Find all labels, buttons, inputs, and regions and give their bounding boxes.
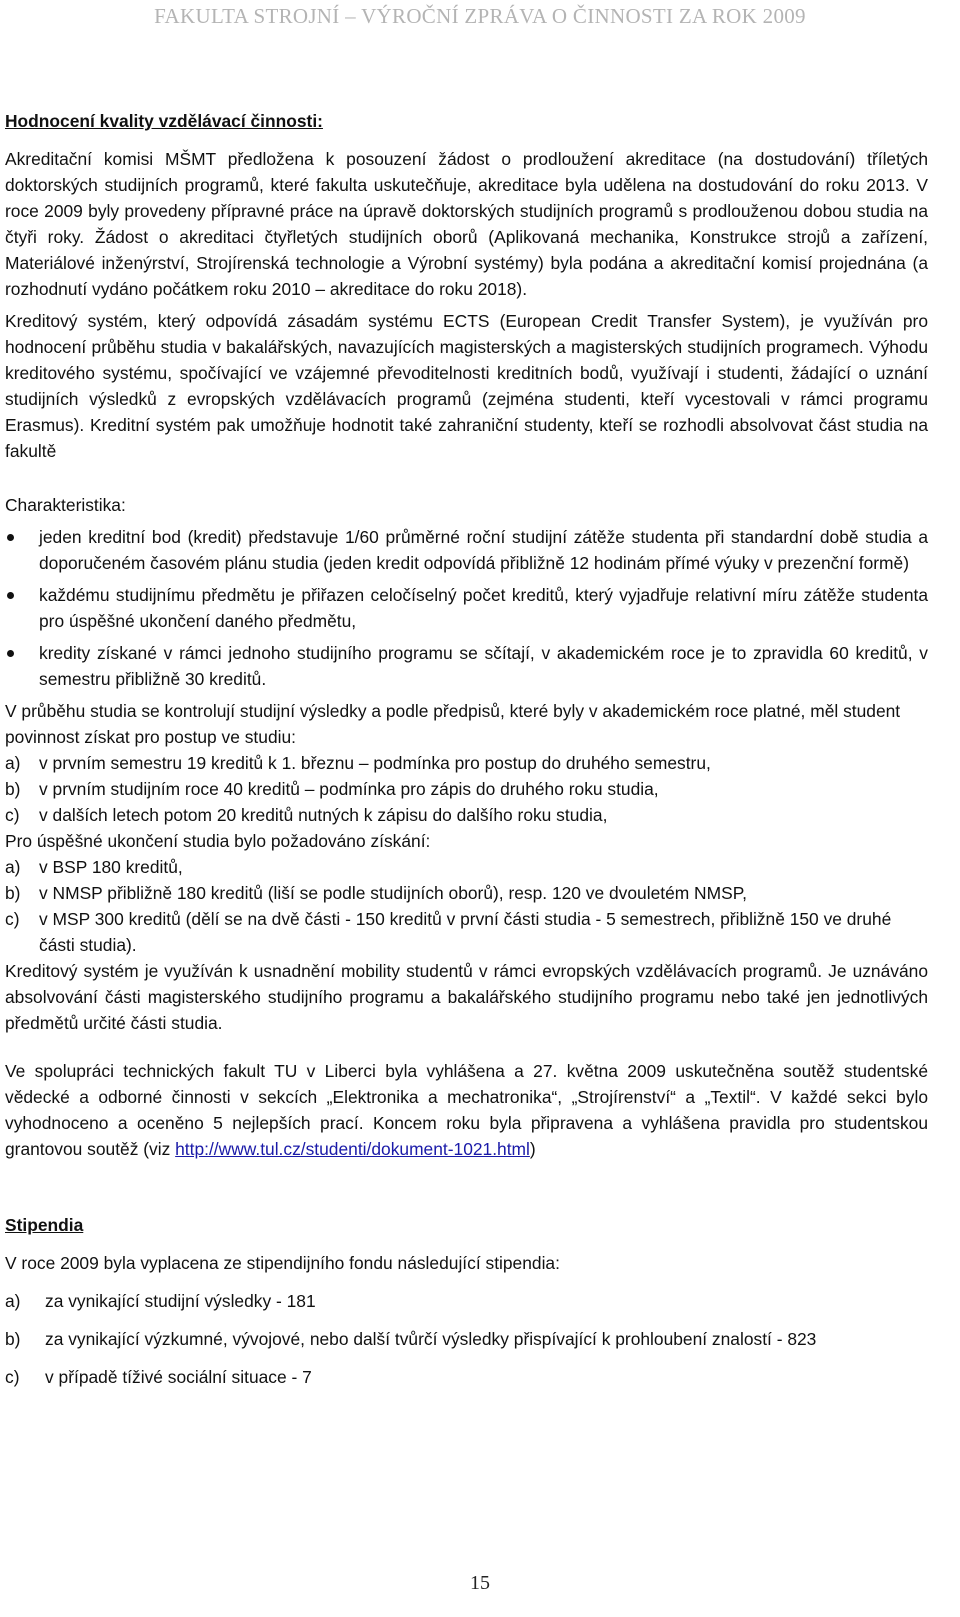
grant-competition-link[interactable]: http://www.tul.cz/studenti/dokument-1021.html — [175, 1139, 530, 1159]
list-item: a) v prvním semestru 19 kreditů k 1. březnu – podmínka pro postup do druhého semestru, — [5, 753, 711, 773]
list-item: kredity získané v rámci jednoho studijního programu se sčítají, v akademickém roce je to zpravidla 60 kreditů, v semestru přibližně 30 kreditů. — [5, 640, 928, 692]
control-intro: V průběhu studia se kontrolují studijní výsledky a podle předpisů, které byly v akademickém roce platné, měl student povinnost získat pro postup ve studiu: — [5, 701, 901, 747]
list-item: a) za vynikající studijní výsledky - 181 — [5, 1291, 316, 1311]
list-item: c) v případě tíživé sociální situace - 7 — [5, 1367, 312, 1387]
list-item: každému studijnímu předmětu je přiřazen celočíselný počet kreditů, který vyjadřuje relativní míru zátěže studenta pro úspěšné ukončení daného předmětu, — [5, 582, 928, 634]
completion-intro: Pro úspěšné ukončení studia bylo požadováno získání: — [5, 831, 431, 851]
bullet-icon — [7, 650, 14, 657]
completion-list — [5, 854, 928, 958]
list-item: c) v dalších letech potom 20 kreditů nutných k zápisu do dalšího roku studia, — [5, 805, 608, 825]
characteristics-label: Charakteristika: — [5, 495, 126, 515]
paragraph-competition: Ve spolupráci technických fakult TU v Liberci byla vyhlášena a 27. května 2009 uskutečněna soutěž studentské vědecké a odborné činnosti v sekcích „Elektronika a mechatronika“, „Strojírenství“ a „Textil“. V každé sekci bylo vyhodnoceno a oceněno 5 nejlepších prací. Koncem roku byla připravena a vyhlášena pravidla pro studentskou grantovou soutěž (viz http://www.tul.cz/studenti/dokument-1021.html) — [5, 1061, 928, 1159]
stipendia-list — [5, 1288, 928, 1390]
section-heading-quality: Hodnocení kvality vzdělávací činnosti: — [5, 111, 323, 131]
list-item: a) v BSP 180 kreditů, — [5, 857, 183, 877]
paragraph-mobility: Kreditový systém je využíván k usnadnění mobility studentů v rámci evropských vzdělávacích programů. Je uznáváno absolvování části magisterského studijního programu a bakalářského studijního programu nebo také jen jednotlivých předmětů určité části studia. — [5, 961, 928, 1033]
paragraph-credit-system: Kreditový systém, který odpovídá zásadám systému ECTS (European Credit Transfer System), je využíván pro hodnocení průběhu studia v bakalářských, navazujících magisterských a magisterských studijních programech. Výhodu kreditového systému, spočívající ve vzájemné převoditelnosti kreditních bodů, využívají i studenti, žádající o uznání studijních výsledků z evropských vzdělávacích programů (zejména studenti, kteří vycestovali v rámci programu Erasmus). Kreditní systém pak umožňuje hodnotit také zahraniční studenty, kteří se rozhodli absolvovat část studia na fakultě — [5, 311, 928, 461]
page-number: 15 — [470, 1572, 490, 1594]
list-item: c) v MSP 300 kreditů (dělí se na dvě části - 150 kreditů v první části studia - 5 semestrech, přibližně 150 ve druhé části studia). — [5, 909, 892, 955]
control-list — [5, 750, 928, 828]
characteristics-list — [5, 524, 928, 692]
paragraph-accreditation: Akreditační komisi MŠMT předložena k posouzení žádost o prodloužení akreditace (na dostudování) tříletých doktorských studijních programů, které fakulta uskutečňuje, akreditace byla udělena na dostudování do roku 2013. V roce 2009 byly provedeny přípravné práce na úpravě doktorských studijních programů s prodlouženou dobou studia na čtyři roky. Žádost o akreditaci čtyřletých studijních oborů (Aplikovaná mechanika, Konstrukce strojů a zařízení, Materiálové inženýrství, Strojírenská technologie a Výrobní systémy) byla podána a akreditační komisí projednána (a rozhodnutí vydáno počátkem roku 2010 – akreditace do roku 2018). — [5, 149, 928, 299]
bullet-icon — [7, 534, 14, 541]
list-item: jeden kreditní bod (kredit) představuje 1/60 průměrné roční studijní zátěže studenta při standardní době studia a doporučeném časovém plánu studia (jeden kredit odpovídá přibližně 12 hodinám přímé výuky v prezenční formě) — [5, 524, 928, 576]
running-header: FAKULTA STROJNÍ – VÝROČNÍ ZPRÁVA O ČINNOSTI ZA ROK 2009 — [154, 4, 806, 28]
list-item: b) za vynikající výzkumné, vývojové, nebo další tvůrčí výsledky přispívající k prohloubení znalostí - 823 — [5, 1329, 817, 1349]
list-item: b) v prvním studijním roce 40 kreditů – podmínka pro zápis do druhého roku studia, — [5, 779, 659, 799]
section-heading-stipendia: Stipendia — [5, 1215, 84, 1235]
list-item: b) v NMSP přibližně 180 kreditů (liší se podle studijních oborů), resp. 120 ve dvouletém NMSP, — [5, 883, 747, 903]
stipendia-intro: V roce 2009 byla vyplacena ze stipendijního fondu následující stipendia: — [5, 1253, 560, 1273]
document-body — [5, 108, 928, 1390]
bullet-icon — [7, 592, 14, 599]
